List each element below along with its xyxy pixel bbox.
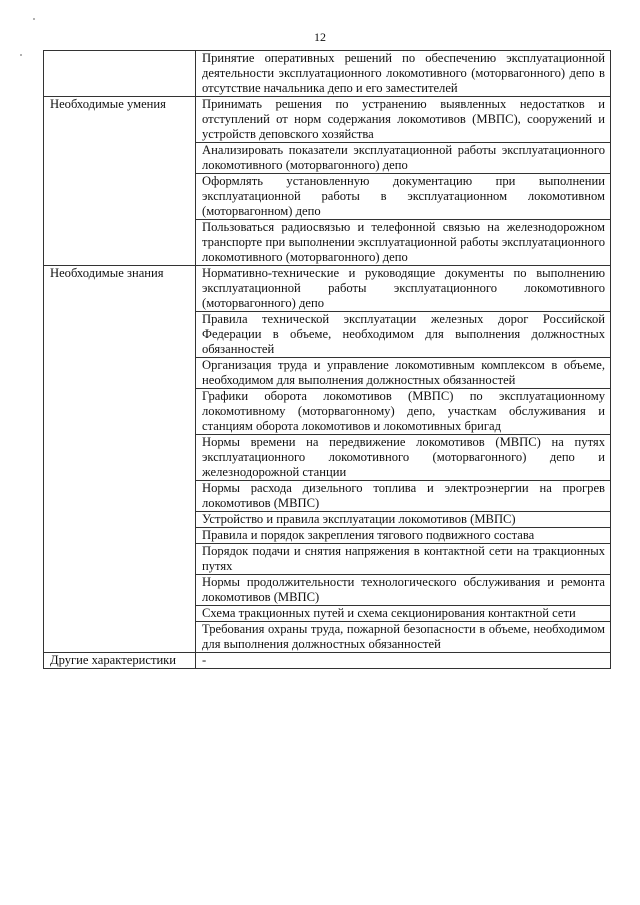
table-cell: Устройство и правила эксплуатации локомотивов (МВПС) [196, 512, 611, 528]
table-cell: Графики оборота локомотивов (МВПС) по эксплуатационному локомотивному (моторвагонному) депо, участкам обслуживания и станциям оборота локомотивов и локомотивных бригад [196, 389, 611, 435]
table-row [44, 51, 611, 97]
table-cell: Организация труда и управление локомотивным комплексом в объеме, необходимом для выполнения должностных обязанностей [196, 358, 611, 389]
table-cell: Порядок подачи и снятия напряжения в контактной сети на тракционных путях [196, 544, 611, 575]
table-cell: Схема тракционных путей и схема секционирования контактной сети [196, 606, 611, 622]
table-cell: Принятие оперативных решений по обеспечению эксплуатационной деятельности эксплуатационного локомотивного (моторвагонного) депо в отсутствие начальника депо и его заместителей [196, 51, 611, 97]
table-cell: Нормы времени на передвижение локомотивов (МВПС) на путях эксплуатационного локомотивного (моторвагонного) депо и железнодорожной станции [196, 435, 611, 481]
table-cell: Принимать решения по устранению выявленных недостатков и отступлений от норм содержания локомотивов (МВПС), сооружений и устройств деповского хозяйства [196, 97, 611, 143]
row-label: Другие характеристики [44, 653, 196, 669]
table-cell: Нормативно-технические и руководящие документы по выполнению эксплуатационной работы эксплуатационного локомотивного (моторвагонного) депо [196, 266, 611, 312]
table-row [44, 266, 611, 312]
scan-dot [20, 54, 22, 56]
row-label [44, 51, 196, 97]
table-cell: Нормы продолжительности технологического обслуживания и ремонта локомотивов (МВПС) [196, 575, 611, 606]
table-cell: Оформлять установленную документацию при выполнении эксплуатационной работы в эксплуатационном локомотивном (моторвагонном) депо [196, 174, 611, 220]
table-row [44, 653, 611, 669]
table-cell: Пользоваться радиосвязью и телефонной связью на железнодорожном транспорте при выполнении эксплуатационной работы эксплуатационного локомотивного (моторвагонного) депо [196, 220, 611, 266]
scan-dot [33, 18, 35, 20]
table-row [44, 97, 611, 143]
page-number: 12 [314, 30, 326, 44]
row-label: Необходимые знания [44, 266, 196, 653]
requirements-table [43, 50, 611, 669]
table-cell: Правила технической эксплуатации железных дорог Российской Федерации в объеме, необходимом для выполнения должностных обязанностей [196, 312, 611, 358]
table-cell: Требования охраны труда, пожарной безопасности в объеме, необходимом для выполнения должностных обязанностей [196, 622, 611, 653]
table-cell: Анализировать показатели эксплуатационной работы эксплуатационного локомотивного (моторвагонного) депо [196, 143, 611, 174]
table-cell: Нормы расхода дизельного топлива и электроэнергии на прогрев локомотивов (МВПС) [196, 481, 611, 512]
row-label: Необходимые умения [44, 97, 196, 266]
table-cell: - [196, 653, 611, 669]
table-cell: Правила и порядок закрепления тягового подвижного состава [196, 528, 611, 544]
